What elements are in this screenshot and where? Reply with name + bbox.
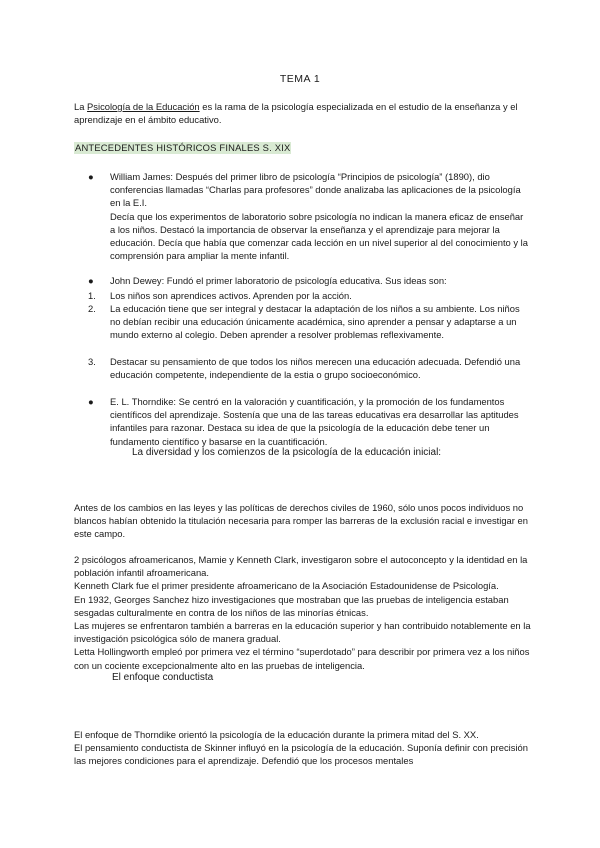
list-number: 2. bbox=[88, 303, 96, 314]
bullet-william-james bbox=[88, 170, 528, 262]
bullet-dewey-text: John Dewey: Fundó el primer laboratorio de psicología educativa. Sus ideas son: bbox=[110, 275, 447, 286]
list-item-text: La educación tiene que ser integral y destacar la adaptación de los niños a su ambiente. Los niños no debían recibir una educación únicamente académica, sino aprender a pensar y adaptarse a un mundo externo al colegio. Deben aprender a resolver problemas reflexivamente. bbox=[110, 303, 520, 341]
intro-paragraph bbox=[74, 100, 534, 126]
list-item-text: Destacar su pensamiento de que todos los niños merecen una educación adecuada. Defendió una educación competente, independiente de la estia o grupo socioeconómico. bbox=[110, 356, 521, 381]
diversity-line: Las mujeres se enfrentaron también a barreras en la educación superior y han contribuido notablemente en la investigación psicológica sólo de manera gradual. bbox=[74, 620, 531, 645]
bullet-marker: ● bbox=[88, 171, 94, 182]
page-title: TEMA 1 bbox=[279, 73, 321, 85]
bullet-marker: ● bbox=[88, 275, 94, 286]
diversity-paragraph: Antes de los cambios en las leyes y las políticas de derechos civiles de 1960, sólo unos pocos individuos no blancos habían obtenido la titulación necesaria para romper las barreras de la exclusión racial e investigar en este campo. bbox=[74, 502, 528, 540]
bullet-thorndike-text: E. L. Thorndike: Se centró en la valoración y cuantificación, y la promoción de los fundamentos científicos del aprendizaje. Sostenía que una de las tareas educativas era desarrollar las aptitudes infantiles para razonar. Destaca su idea de que la psicología de la educación debe tener un fundamento científico y basarse en la cuantificación. bbox=[110, 396, 519, 447]
subheading-behaviorist: El enfoque conductista bbox=[112, 672, 214, 683]
bullet-james-text-1: William James: Después del primer libro de psicología “Principios de psicología” (1890), dio conferencias llamadas “Charlas para profesores” donde analizaba las aplicaciones de la psicología en la E.I. bbox=[110, 171, 521, 209]
behaviorist-lines bbox=[74, 728, 534, 768]
subheading-diversity: La diversidad y los comienzos de la psicología de la educación inicial: bbox=[132, 447, 442, 458]
bullet-james-text-2: Decía que los experimentos de laboratorio sobre psicología no indican la manera eficaz de enseñar a los niños. Destacó la importancia de observar la enseñanza y el aprendizaje para mejorar la educación. Decía que había que comenzar cada lección en un nivel superior al del conocimiento y la comprensión para ampliar la mente infantil. bbox=[110, 210, 528, 262]
list-item-text: Los niños son aprendices activos. Aprenden por la acción. bbox=[110, 290, 352, 301]
list-item bbox=[88, 302, 528, 342]
diversity-line: Letta Hollingworth empleó por primera vez el término “superdotado” para describir por primera vez a los niños con un cociente excepcionalmente alto en las pruebas de inteligencia. bbox=[74, 646, 530, 671]
diversity-line: En 1932, Georges Sanchez hizo investigaciones que mostraban que las pruebas de inteligencia estaban sesgadas culturalmente en contra de los niños de las minorías étnicas. bbox=[74, 593, 509, 618]
intro-post: es la rama de la psicología especializada en el estudio de la enseñanza y el aprendizaje en el ámbito educativo. bbox=[74, 101, 518, 126]
bullet-thorndike bbox=[88, 395, 528, 448]
diversity-lines bbox=[74, 553, 534, 672]
diversity-line: Kenneth Clark fue el primer presidente afroamericano de la Asociación Estadounidense de Psicología. bbox=[74, 580, 499, 592]
intro-pre: La bbox=[74, 101, 88, 112]
behaviorist-line: El enfoque de Thorndike orientó la psicología de la educación durante la primera mitad del S. XX. bbox=[74, 729, 479, 740]
behaviorist-line: El pensamiento conductista de Skinner influyó en la psicología de la educación. Suponía definir con precisión las mejores condiciones para el aprendizaje. Defendió que los procesos mentales bbox=[74, 742, 528, 767]
list-number: 3. bbox=[88, 356, 96, 367]
list-number: 1. bbox=[88, 290, 96, 301]
list-item bbox=[88, 355, 528, 381]
bullet-john-dewey bbox=[88, 274, 528, 287]
diversity-line: 2 psicólogos afroamericanos, Mamie y Kenneth Clark, investigaron sobre el autoconcepto y la identidad en la población infantil afroamericana. bbox=[74, 554, 528, 579]
intro-link[interactable]: Psicología de la Educación bbox=[87, 101, 200, 112]
section-heading: ANTECEDENTES HISTÓRICOS FINALES S. XIX bbox=[75, 142, 291, 153]
bullet-marker: ● bbox=[88, 396, 94, 407]
list-item bbox=[88, 289, 528, 302]
